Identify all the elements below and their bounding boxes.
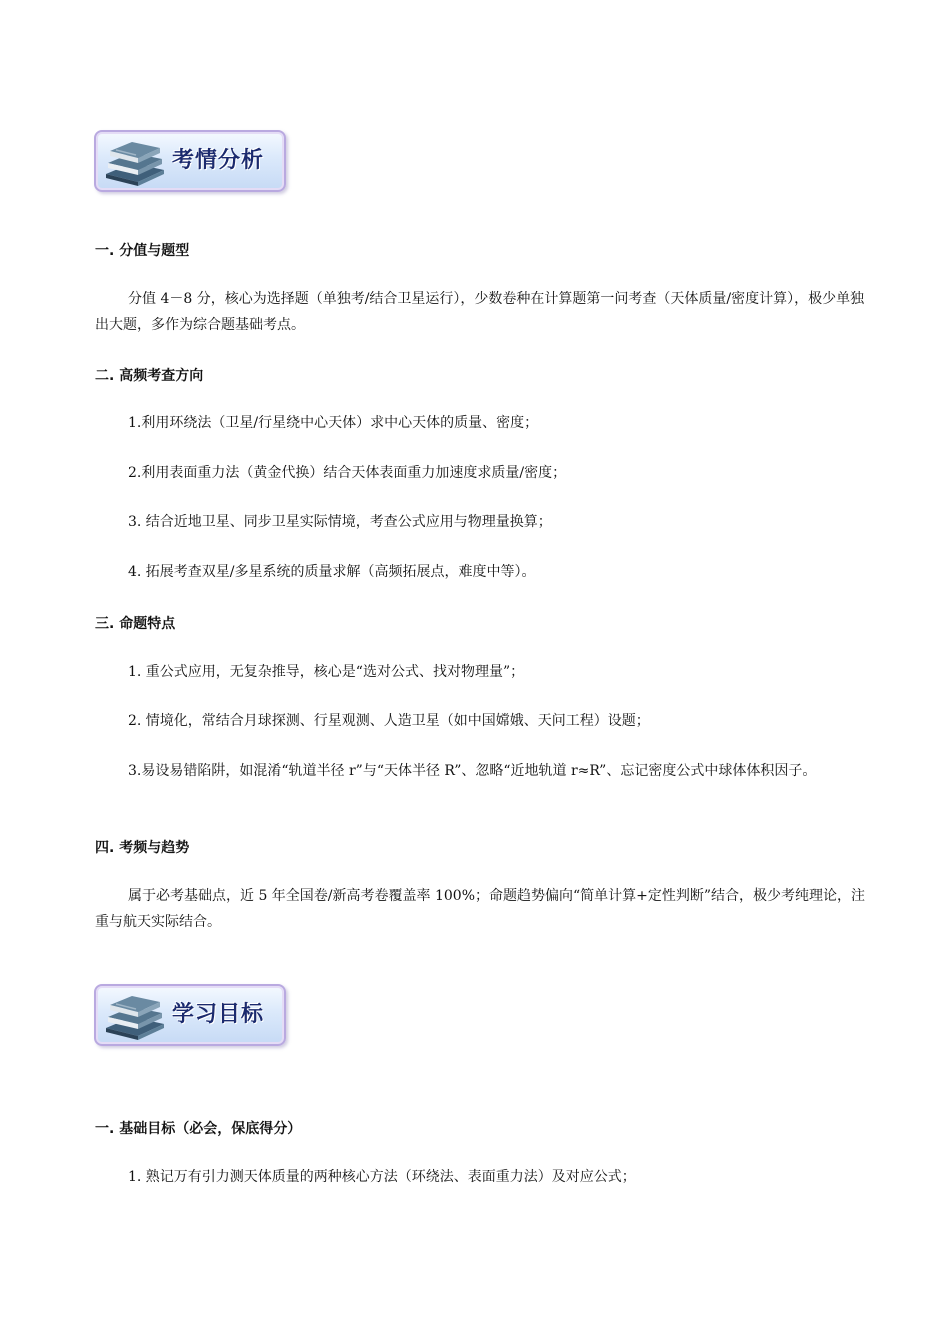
banner-title: 学习目标 bbox=[172, 1002, 265, 1027]
heading-frequent-directions: 二. 高频考查方向 bbox=[95, 368, 204, 384]
list-item: 3. 结合近地卫星、同步卫星实际情境，考查公式应用与物理量换算； bbox=[128, 514, 552, 530]
list-item: 2.利用表面重力法（黄金代换）结合天体表面重力加速度求质量/密度； bbox=[128, 465, 567, 481]
heading-frequency-trend: 四. 考频与趋势 bbox=[95, 840, 190, 856]
list-item: 1. 重公式应用，无复杂推导，核心是“选对公式、找对物理量”； bbox=[128, 664, 525, 680]
heading-basic-goals: 一. 基础目标（必会，保底得分） bbox=[95, 1121, 302, 1137]
paragraph-score-types: 分值 4－8 分，核心为选择题（单独考/结合卫星运行），少数卷种在计算题第一问考查（天体质量/密度计算），极少单独出大题，多作为综合题基础考点。 bbox=[95, 291, 865, 333]
section-banner-goals bbox=[94, 984, 286, 1046]
books-icon bbox=[102, 990, 168, 1040]
banner-title: 考情分析 bbox=[172, 148, 265, 173]
heading-score-types: 一. 分值与题型 bbox=[95, 243, 190, 259]
list-item: 3.易设易错陷阱，如混淆“轨道半径 r”与“天体半径 R”、忽略“近地轨道 r≈R”、忘记密度公式中球体体积因子。 bbox=[128, 763, 817, 779]
paragraph-frequency-trend: 属于必考基础点，近 5 年全国卷/新高考卷覆盖率 100%；命题趋势偏向“简单计算+定性判断”结合，极少考纯理论，注重与航天实际结合。 bbox=[95, 888, 866, 930]
section-banner-analysis bbox=[94, 130, 286, 192]
list-item: 1.利用环绕法（卫星/行星绕中心天体）求中心天体的质量、密度； bbox=[128, 415, 539, 431]
heading-question-features: 三. 命题特点 bbox=[95, 616, 176, 632]
books-icon bbox=[102, 136, 168, 186]
list-item: 4. 拓展考查双星/多星系统的质量求解（高频拓展点，难度中等）。 bbox=[128, 564, 536, 580]
list-item: 2. 情境化，常结合月球探测、行星观测、人造卫星（如中国嫦娥、天问工程）设题； bbox=[128, 713, 650, 729]
list-item: 1. 熟记万有引力测天体质量的两种核心方法（环绕法、表面重力法）及对应公式； bbox=[128, 1169, 636, 1185]
